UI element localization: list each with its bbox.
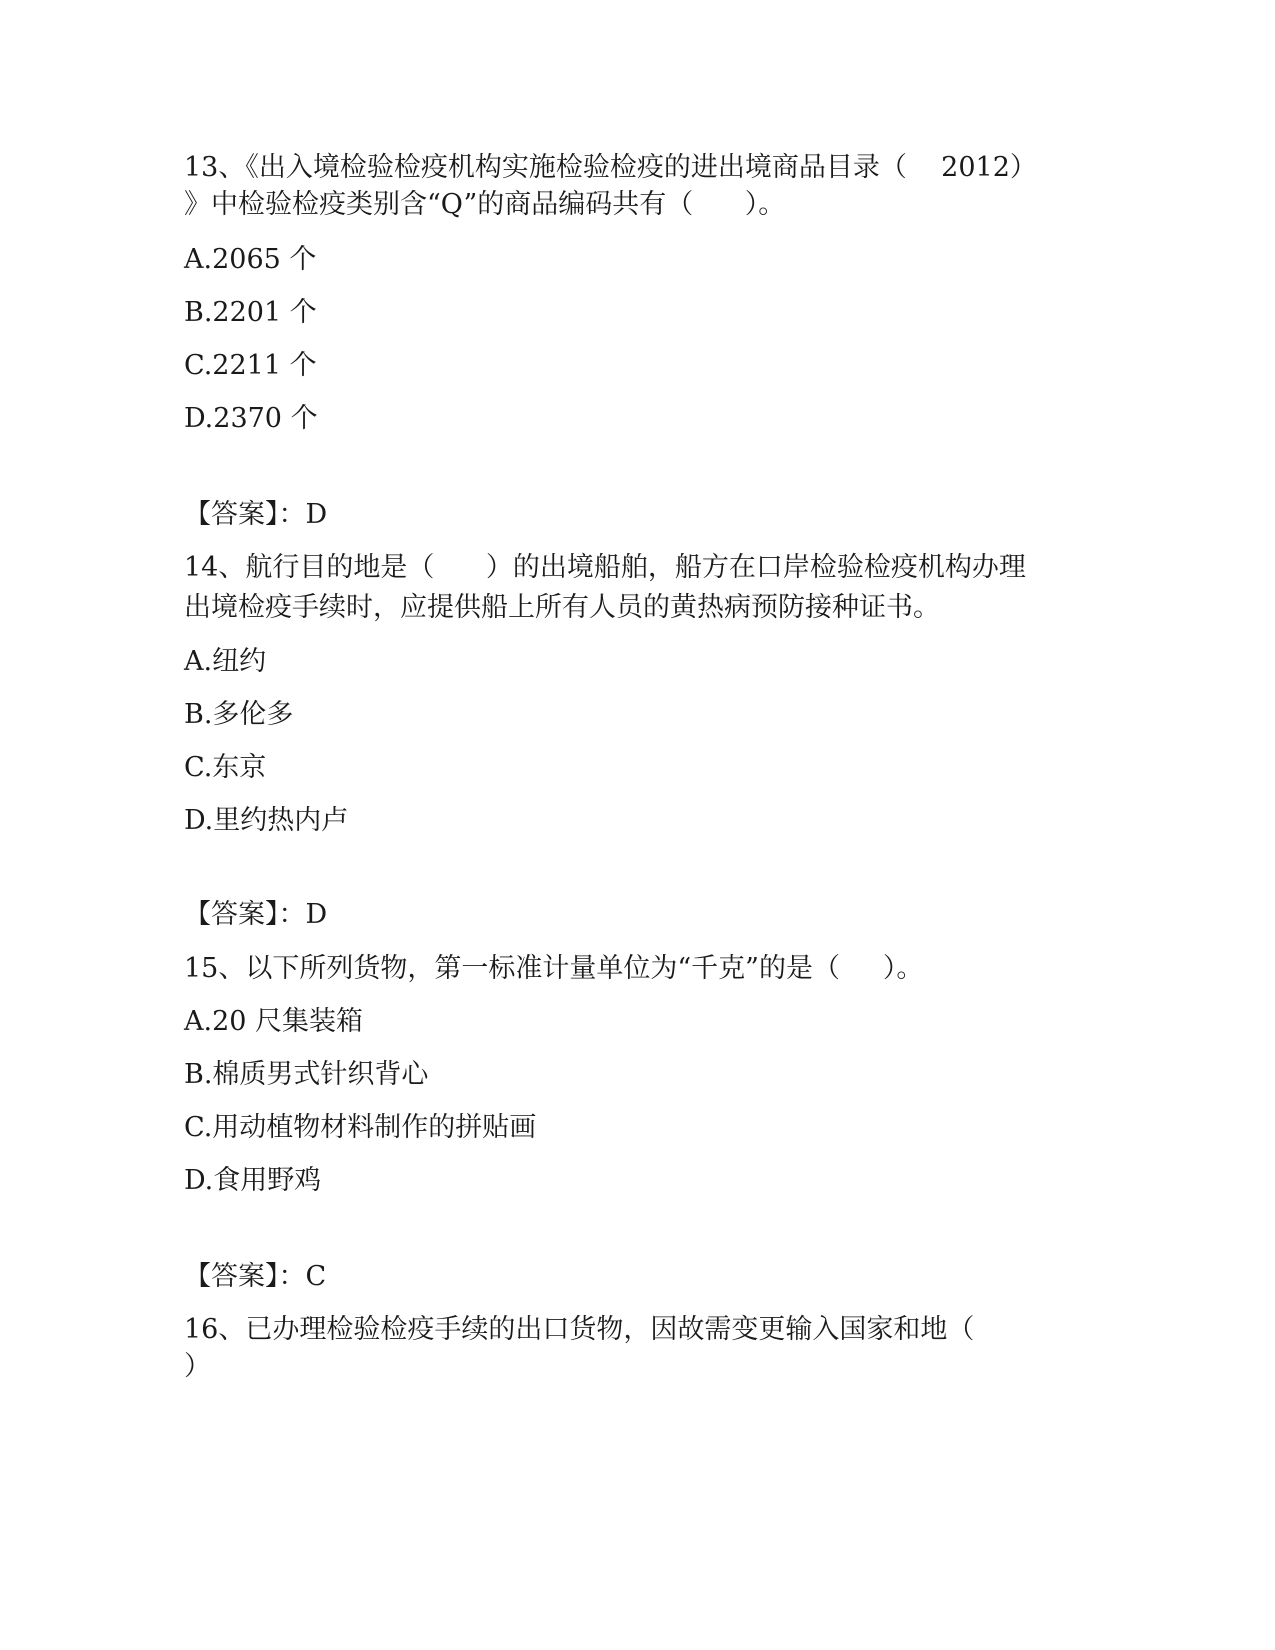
question-15-option-c: C.用动植物材料制作的拼贴画 [184,1112,537,1143]
question-14-option-b: B.多伦多 [184,699,294,730]
question-13-answer: 【答案】：D [184,499,328,530]
question-15-answer: 【答案】：C [184,1261,327,1292]
question-14-stem-line-2: 出境检疫手续时，应提供船上所有人员的黄热病预防接种证书。 [184,592,940,623]
question-13-option-b: B.2201 个 [184,297,317,328]
question-14-option-d: D.里约热内卢 [184,805,349,836]
question-15-option-d: D.食用野鸡 [184,1165,322,1196]
question-13-stem-line-1: 13、《出入境检验检疫机构实施检验检疫的进出境商品目录（ 2012） [184,152,1037,183]
question-14-answer: 【答案】：D [184,899,328,930]
question-13-stem-line-2: 》中检验检疫类别含“Q”的商品编码共有（ ）。 [184,189,786,220]
question-13-option-a: A.2065 个 [184,244,317,275]
question-16-stem-line-1: 16、已办理检验检疫手续的出口货物，因故需变更输入国家和地（ [184,1314,975,1345]
question-14-option-c: C.东京 [184,752,267,783]
question-15-option-a: A.20 尺集装箱 [184,1006,364,1037]
question-15-stem-line-1: 15、以下所列货物，第一标准计量单位为“千克”的是（ ）。 [184,953,924,984]
question-15-option-b: B.棉质男式针织背心 [184,1059,429,1090]
question-13-option-d: D.2370 个 [184,403,318,434]
question-16-stem-line-2: ） [184,1351,211,1382]
question-14-stem-line-1: 14、航行目的地是（ ）的出境船舶，船方在口岸检验检疫机构办理 [184,552,1026,583]
question-14-option-a: A.纽约 [184,646,267,677]
question-13-option-c: C.2211 个 [184,350,317,381]
